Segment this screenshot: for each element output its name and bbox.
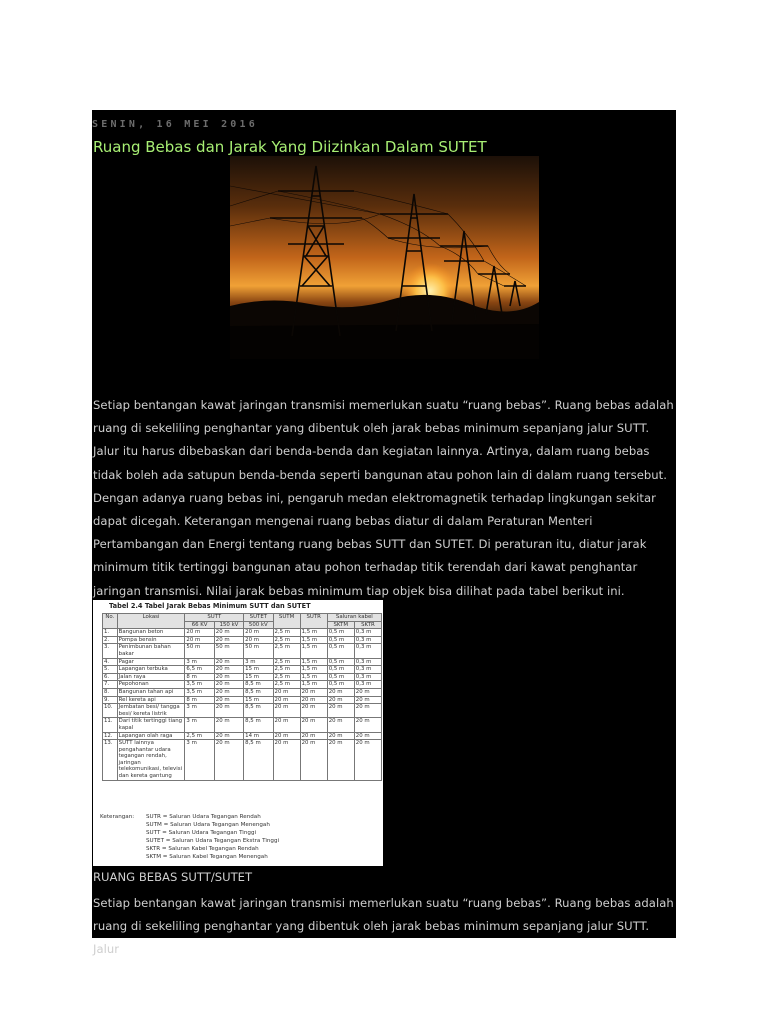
row-clearance-value: 0,5 m <box>327 636 354 644</box>
row-clearance-value: 20 m <box>273 740 300 781</box>
legend-item: SUTT = Saluran Udara Tegangan Tinggi <box>146 830 257 836</box>
row-location: Penimbunan bahan bakar <box>117 644 185 658</box>
row-clearance-value: 20 m <box>214 681 243 689</box>
row-number: 10. <box>103 704 118 718</box>
row-clearance-value: 1,5 m <box>300 629 327 637</box>
row-clearance-value: 20 m <box>214 629 243 637</box>
table-row <box>103 688 382 696</box>
row-clearance-value: 20 m <box>244 636 273 644</box>
row-clearance-value: 20 m <box>354 740 381 781</box>
header-sutet: SUTET <box>244 614 273 622</box>
second-paragraph: Setiap bentangan kawat jaringan transmisi memerlukan suatu “ruang bebas”. Ruang bebas adalah ruang di sekeliling penghantar yang dibentuk oleh jarak bebas minimum sepanjang jalur SUTT. Jalur <box>93 896 674 957</box>
row-number: 9. <box>103 696 118 704</box>
row-clearance-value: 20 m <box>327 732 354 740</box>
row-location: Dari titik tertinggi tiang kapal <box>117 718 185 732</box>
header-saluran-kabel: Saluran kabel <box>327 614 381 622</box>
row-clearance-value: 0,3 m <box>354 629 381 637</box>
row-clearance-value: 2,5 m <box>273 658 300 666</box>
row-location: Bangunan tahan api <box>117 688 185 696</box>
row-clearance-value: 20 m <box>214 666 243 674</box>
row-clearance-value: 20 m <box>327 704 354 718</box>
row-number: 2. <box>103 636 118 644</box>
row-clearance-value: 20 m <box>214 696 243 704</box>
legend-item: SUTET = Saluran Udara Tegangan Ekstra Tinggi <box>146 838 280 844</box>
row-clearance-value: 15 m <box>244 696 273 704</box>
row-clearance-value: 20 m <box>244 629 273 637</box>
table-row <box>103 704 382 718</box>
table-row <box>103 696 382 704</box>
legend-item: SUTM = Saluran Udara Tegangan Menengah <box>146 822 270 828</box>
row-clearance-value: 0,3 m <box>354 636 381 644</box>
row-clearance-value: 1,5 m <box>300 636 327 644</box>
row-clearance-value: 8,5 m <box>244 681 273 689</box>
row-clearance-value: 20 m <box>300 740 327 781</box>
row-location: Lapangan terbuka <box>117 666 185 674</box>
post-page <box>92 110 676 957</box>
table-row <box>103 718 382 732</box>
row-clearance-value: 20 m <box>327 740 354 781</box>
row-clearance-value: 20 m <box>214 688 243 696</box>
row-clearance-value: 0,5 m <box>327 658 354 666</box>
row-clearance-value: 20 m <box>273 696 300 704</box>
transmission-towers-sunset-image <box>230 156 539 359</box>
row-clearance-value: 8,5 m <box>244 704 273 718</box>
row-clearance-value: 1,5 m <box>300 681 327 689</box>
row-clearance-value: 2,5 m <box>273 644 300 658</box>
table-row <box>103 740 382 781</box>
row-number: 13. <box>103 740 118 781</box>
legend-item: SKTM = Saluran Kabel Tegangan Menengah <box>146 854 268 860</box>
row-location: Pepohonan <box>117 681 185 689</box>
row-clearance-value: 14 m <box>244 732 273 740</box>
row-number: 1. <box>103 629 118 637</box>
table-row <box>103 644 382 658</box>
row-clearance-value: 20 m <box>273 718 300 732</box>
table-body <box>103 629 382 780</box>
row-number: 3. <box>103 644 118 658</box>
row-clearance-value: 0,5 m <box>327 644 354 658</box>
row-clearance-value: 3 m <box>185 658 214 666</box>
row-number: 11. <box>103 718 118 732</box>
header-sutm: SUTM <box>273 614 300 629</box>
header-sktr: SKTR <box>354 621 381 629</box>
row-number: 6. <box>103 673 118 681</box>
row-clearance-value: 0,5 m <box>327 673 354 681</box>
row-clearance-value: 0,5 m <box>327 666 354 674</box>
row-clearance-value: 0,3 m <box>354 673 381 681</box>
header-500kv: 500 kV <box>244 621 273 629</box>
row-clearance-value: 8 m <box>185 673 214 681</box>
row-clearance-value: 0,3 m <box>354 681 381 689</box>
row-clearance-value: 50 m <box>214 644 243 658</box>
row-clearance-value: 2,5 m <box>273 673 300 681</box>
row-clearance-value: 2,5 m <box>273 636 300 644</box>
row-clearance-value: 20 m <box>327 718 354 732</box>
table-caption: Tabel 2.4 Tabel Jarak Bebas Minimum SUTT dan SUTET <box>109 602 311 610</box>
row-clearance-value: 8,5 m <box>244 740 273 781</box>
row-location: Rel kereta api <box>117 696 185 704</box>
row-number: 12. <box>103 732 118 740</box>
legend-item: SUTR = Saluran Udara Tegangan Rendah <box>146 814 261 820</box>
row-number: 8. <box>103 688 118 696</box>
row-clearance-value: 1,5 m <box>300 666 327 674</box>
row-clearance-value: 15 m <box>244 666 273 674</box>
header-no: No. <box>103 614 118 629</box>
row-clearance-value: 3,5 m <box>185 688 214 696</box>
row-clearance-value: 20 m <box>354 732 381 740</box>
row-location: Bangunan beton <box>117 629 185 637</box>
row-clearance-value: 0,5 m <box>327 629 354 637</box>
header-sutt: SUTT <box>185 614 244 622</box>
table-row <box>103 681 382 689</box>
row-clearance-value: 20 m <box>185 636 214 644</box>
row-clearance-value: 20 m <box>214 740 243 781</box>
row-clearance-value: 0,3 m <box>354 666 381 674</box>
row-clearance-value: 3 m <box>185 718 214 732</box>
row-clearance-value: 15 m <box>244 673 273 681</box>
row-clearance-value: 0,5 m <box>327 681 354 689</box>
row-clearance-value: 20 m <box>273 704 300 718</box>
row-clearance-value: 20 m <box>214 673 243 681</box>
section-subheading: RUANG BEBAS SUTT/SUTET <box>93 870 253 884</box>
post-date: SENIN, 16 MEI 2016 <box>92 119 258 130</box>
row-clearance-value: 2,5 m <box>273 681 300 689</box>
row-location: Lapangan olah raga <box>117 732 185 740</box>
row-clearance-value: 20 m <box>214 704 243 718</box>
row-clearance-value: 0,3 m <box>354 658 381 666</box>
row-clearance-value: 8,5 m <box>244 688 273 696</box>
row-number: 7. <box>103 681 118 689</box>
row-clearance-value: 1,5 m <box>300 644 327 658</box>
table-row <box>103 666 382 674</box>
row-clearance-value: 50 m <box>185 644 214 658</box>
row-number: 5. <box>103 666 118 674</box>
row-clearance-value: 20 m <box>300 688 327 696</box>
post-title[interactable]: Ruang Bebas dan Jarak Yang Diizinkan Dalam SUTET <box>93 138 487 156</box>
row-clearance-value: 2,5 m <box>273 666 300 674</box>
row-location: SUTT lainnya pengahantar udara tegangan rendah, jaringan telekomunikasi, televisi dan kereta gantung <box>117 740 185 781</box>
row-clearance-value: 20 m <box>327 688 354 696</box>
row-clearance-value: 20 m <box>185 629 214 637</box>
row-location: Jalan raya <box>117 673 185 681</box>
row-clearance-value: 20 m <box>214 718 243 732</box>
row-clearance-value: 20 m <box>214 636 243 644</box>
row-clearance-value: 1,5 m <box>300 673 327 681</box>
table-row <box>103 673 382 681</box>
clearance-table <box>102 613 382 781</box>
row-clearance-value: 3 m <box>244 658 273 666</box>
header-sutr: SUTR <box>300 614 327 629</box>
row-clearance-value: 20 m <box>273 688 300 696</box>
row-clearance-value: 2,5 m <box>273 629 300 637</box>
row-clearance-value: 20 m <box>354 688 381 696</box>
row-clearance-value: 20 m <box>300 704 327 718</box>
row-clearance-value: 8 m <box>185 696 214 704</box>
row-clearance-value: 20 m <box>300 696 327 704</box>
row-clearance-value: 3 m <box>185 740 214 781</box>
intro-paragraph: Setiap bentangan kawat jaringan transmisi memerlukan suatu “ruang bebas”. Ruang bebas adalah ruang di sekeliling penghantar yang dibentuk oleh jarak bebas minimum sepanjang jalur SUTT. Jalur itu harus dibebaskan dari benda-benda dan kegiatan lainnya. Artinya, dalam ruang bebas tidak boleh ada satupun benda-benda seperti bangunan atau pohon lain di dalam ruang tersebut. Dengan adanya ruang bebas ini, pengaruh medan elektromagnetik terhadap lingkungan sekitar dapat dicegah. Keterangan mengenai ruang bebas diatur di dalam Peraturan Menteri Pertambangan dan Energi tentang ruang bebas SUTT dan SUTET. Di peraturan itu, diatur jarak minimum titik tertinggi bangunan atau pohon terhadap titik terendah dari kawat penghantar jaringan transmisi. Nilai jarak bebas minimum tiap objek bisa dilihat pada tabel berikut ini. <box>93 398 674 598</box>
row-clearance-value: 50 m <box>244 644 273 658</box>
header-66kv: 66 KV <box>185 621 214 629</box>
row-clearance-value: 20 m <box>214 732 243 740</box>
row-number: 4. <box>103 658 118 666</box>
header-150kv: 150 kV <box>214 621 243 629</box>
row-location: Pompa bensin <box>117 636 185 644</box>
table-row <box>103 636 382 644</box>
table-row <box>103 658 382 666</box>
row-clearance-value: 20 m <box>354 696 381 704</box>
row-location: Pagar <box>117 658 185 666</box>
row-clearance-value: 20 m <box>300 718 327 732</box>
row-location: Jembatan besi/ tangga besi/ kereta listrik <box>117 704 185 718</box>
row-clearance-value: 6,5 m <box>185 666 214 674</box>
header-lokasi: Lokasi <box>117 614 185 629</box>
row-clearance-value: 8,5 m <box>244 718 273 732</box>
header-sktm: SKTM <box>327 621 354 629</box>
legend-item: SKTR = Saluran Kabel Tegangan Rendah <box>146 846 259 852</box>
row-clearance-value: 0,3 m <box>354 644 381 658</box>
row-clearance-value: 20 m <box>327 696 354 704</box>
table-row <box>103 629 382 637</box>
row-clearance-value: 1,5 m <box>300 658 327 666</box>
legend-lead: Keterangan: <box>100 814 135 820</box>
row-clearance-value: 20 m <box>354 704 381 718</box>
row-clearance-value: 3,5 m <box>185 681 214 689</box>
clearance-table-image <box>93 600 383 866</box>
row-clearance-value: 20 m <box>300 732 327 740</box>
row-clearance-value: 20 m <box>214 658 243 666</box>
row-clearance-value: 20 m <box>354 718 381 732</box>
row-clearance-value: 3 m <box>185 704 214 718</box>
row-clearance-value: 20 m <box>273 732 300 740</box>
table-row <box>103 732 382 740</box>
row-clearance-value: 2,5 m <box>185 732 214 740</box>
